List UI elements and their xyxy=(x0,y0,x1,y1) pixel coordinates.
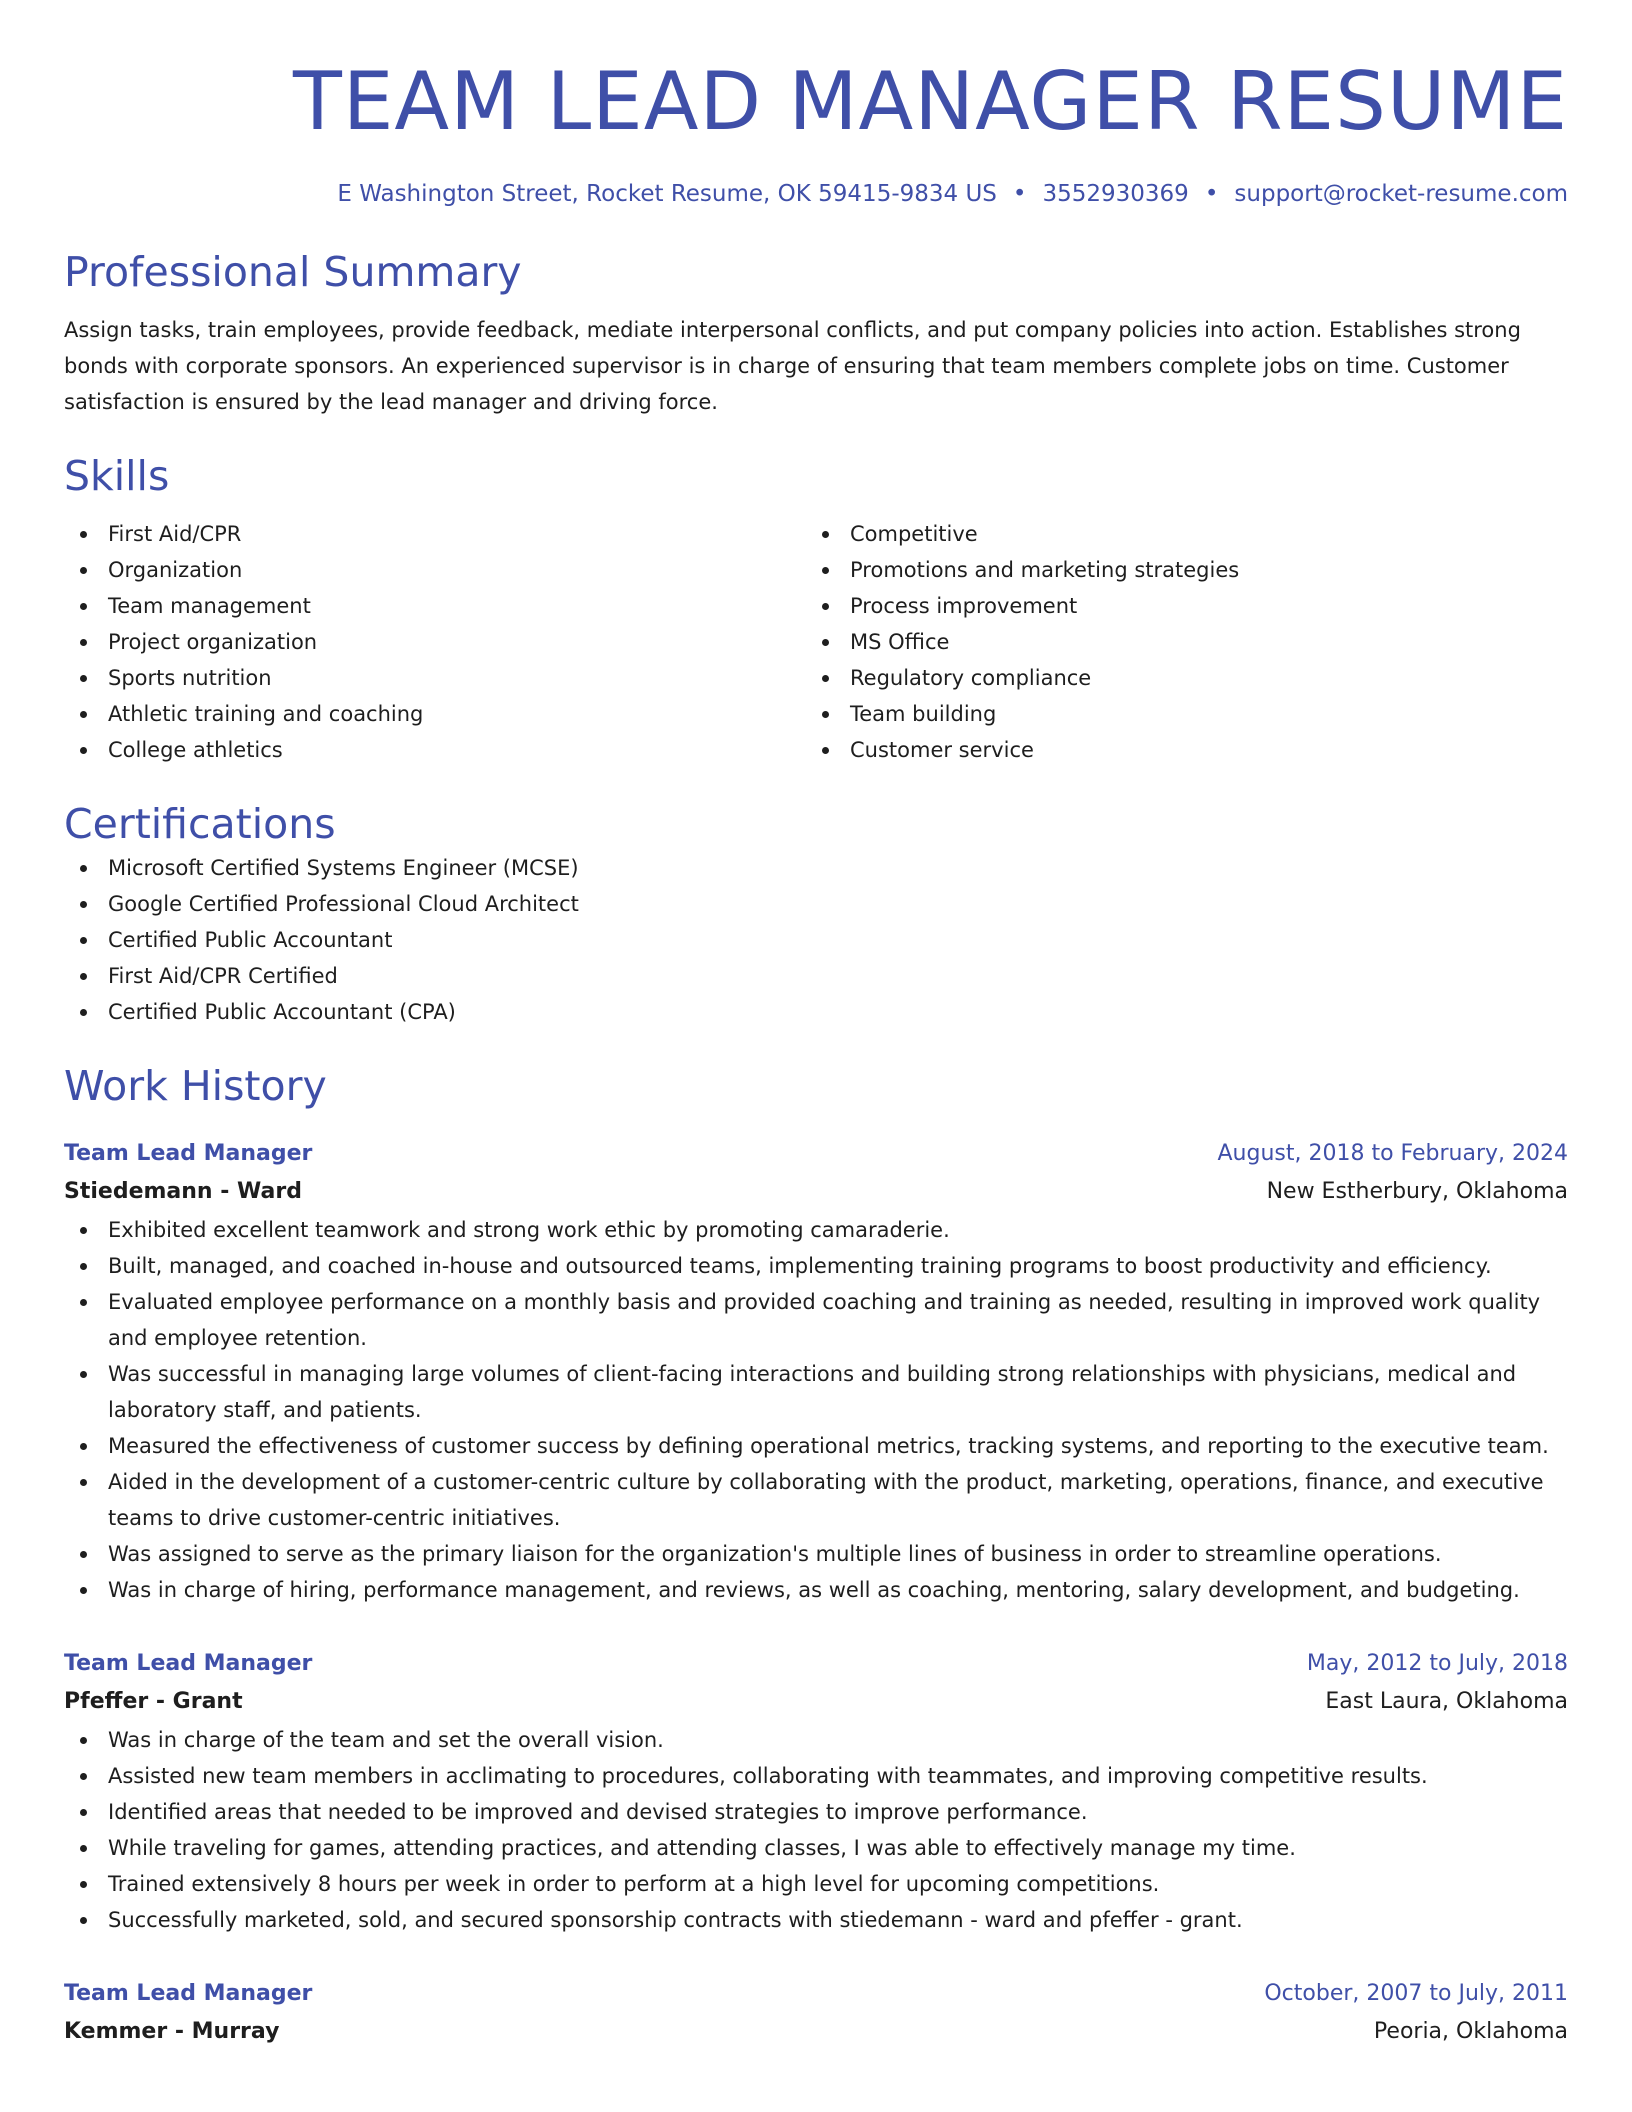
job-bullet: Measured the effectiveness of customer success by defining operational metrics, tracking systems, and reporting to the executive team. xyxy=(64,1428,1568,1464)
job-title: Team Lead Manager xyxy=(64,1981,313,2006)
job-company: Pfeffer - Grant xyxy=(64,1689,243,1714)
job-title: Team Lead Manager xyxy=(64,1141,313,1166)
skill-item: College athletics xyxy=(64,732,806,768)
summary-heading: Professional Summary xyxy=(64,248,522,296)
contact-address: E Washington Street, Rocket Resume, OK 59415-9834 US xyxy=(337,181,997,207)
job-bullet: Was assigned to serve as the primary liaison for the organization's multiple lines of business in order to streamline operations. xyxy=(64,1536,1568,1572)
job-location: East Laura, Oklahoma xyxy=(1325,1689,1568,1714)
skill-item: Competitive xyxy=(806,516,1548,552)
contact-line xyxy=(64,178,1568,210)
job-entry xyxy=(64,1976,1568,2052)
job-location: New Estherbury, Oklahoma xyxy=(1266,1179,1568,1204)
certification-item: Certified Public Accountant (CPA) xyxy=(64,994,1568,1030)
summary-text: Assign tasks, train employees, provide feedback, mediate interpersonal conflicts, and put company policies into action. Establishes strong bonds with corporate sponsors. An experienced supervisor is in charge of ensuring that team members complete jobs on time. Customer satisfaction is ensured by the lead manager and driving force. xyxy=(64,318,1521,414)
skill-item: Team management xyxy=(64,588,806,624)
skills-list-right xyxy=(806,516,1548,768)
work-history-heading: Work History xyxy=(64,1062,327,1110)
certification-item: Microsoft Certified Systems Engineer (MCSE) xyxy=(64,850,1568,886)
job-company: Stiedemann - Ward xyxy=(64,1179,302,1204)
job-bullet: Assisted new team members in acclimating to procedures, collaborating with teammates, and improving competitive results. xyxy=(64,1758,1568,1794)
skill-item: Organization xyxy=(64,552,806,588)
job-header xyxy=(64,1646,1568,1682)
job-entry xyxy=(64,1136,1568,1608)
certification-item: First Aid/CPR Certified xyxy=(64,958,1568,994)
job-bullets xyxy=(64,1722,1568,1938)
job-entry xyxy=(64,1646,1568,1938)
job-header xyxy=(64,1976,1568,2012)
job-bullet: Was successful in managing large volumes of client-facing interactions and building strong relationships with physicians, medical and laboratory staff, and patients. xyxy=(64,1356,1568,1428)
certifications-heading: Certifications xyxy=(64,800,336,848)
skill-item: Sports nutrition xyxy=(64,660,806,696)
job-bullet: Was in charge of the team and set the overall vision. xyxy=(64,1722,1568,1758)
skills-column-right xyxy=(806,516,1548,768)
skills-list-left xyxy=(64,516,806,768)
skill-item: Regulatory compliance xyxy=(806,660,1548,696)
contact-email: support@rocket-resume.com xyxy=(1234,181,1568,207)
job-bullet: While traveling for games, attending practices, and attending classes, I was able to effectively manage my time. xyxy=(64,1830,1568,1866)
resume-header xyxy=(64,0,1568,210)
job-bullet: Aided in the development of a customer-centric culture by collaborating with the product, marketing, operations, finance, and executive teams to drive customer-centric initiatives. xyxy=(64,1464,1568,1536)
job-bullet: Exhibited excellent teamwork and strong work ethic by promoting camaraderie. xyxy=(64,1212,1568,1248)
skills-grid xyxy=(64,516,1568,768)
job-bullet: Identified areas that needed to be improved and devised strategies to improve performance. xyxy=(64,1794,1568,1830)
skill-item: Project organization xyxy=(64,624,806,660)
skill-item: Promotions and marketing strategies xyxy=(806,552,1548,588)
job-location: Peoria, Oklahoma xyxy=(1373,2019,1568,2044)
skill-item: Customer service xyxy=(806,732,1548,768)
job-bullet: Trained extensively 8 hours per week in order to perform at a high level for upcoming competitions. xyxy=(64,1866,1568,1902)
job-subheader xyxy=(64,1172,1568,1212)
job-header xyxy=(64,1136,1568,1172)
skill-item: First Aid/CPR xyxy=(64,516,806,552)
job-bullet: Evaluated employee performance on a monthly basis and provided coaching and training as needed, resulting in improved work quality and employee retention. xyxy=(64,1284,1568,1356)
job-company: Kemmer - Murray xyxy=(64,2019,280,2044)
job-bullet: Built, managed, and coached in-house and outsourced teams, implementing training programs to boost productivity and efficiency. xyxy=(64,1248,1568,1284)
resume-title: TEAM LEAD MANAGER RESUME xyxy=(293,55,1568,148)
resume-page xyxy=(64,0,1568,2052)
certification-item: Certified Public Accountant xyxy=(64,922,1568,958)
contact-separator: • xyxy=(1204,181,1219,207)
skill-item: Team building xyxy=(806,696,1548,732)
skills-heading: Skills xyxy=(64,452,170,500)
certifications-list xyxy=(64,850,1568,1030)
job-title: Team Lead Manager xyxy=(64,1651,313,1676)
job-dates: October, 2007 to July, 2011 xyxy=(1264,1981,1568,2006)
job-dates: May, 2012 to July, 2018 xyxy=(1306,1651,1568,1676)
contact-phone: 3552930369 xyxy=(1042,181,1189,207)
certification-item: Google Certified Professional Cloud Architect xyxy=(64,886,1568,922)
job-dates: August, 2018 to February, 2024 xyxy=(1217,1141,1568,1166)
job-subheader xyxy=(64,1682,1568,1722)
job-bullets xyxy=(64,1212,1568,1608)
job-bullet: Successfully marketed, sold, and secured sponsorship contracts with stiedemann - ward and pfeffer - grant. xyxy=(64,1902,1568,1938)
skills-column-left xyxy=(64,516,806,768)
job-subheader xyxy=(64,2012,1568,2052)
contact-separator: • xyxy=(1012,181,1027,207)
job-bullet: Was in charge of hiring, performance management, and reviews, as well as coaching, mentoring, salary development, and budgeting. xyxy=(64,1572,1568,1608)
skill-item: Athletic training and coaching xyxy=(64,696,806,732)
skill-item: Process improvement xyxy=(806,588,1548,624)
skill-item: MS Office xyxy=(806,624,1548,660)
